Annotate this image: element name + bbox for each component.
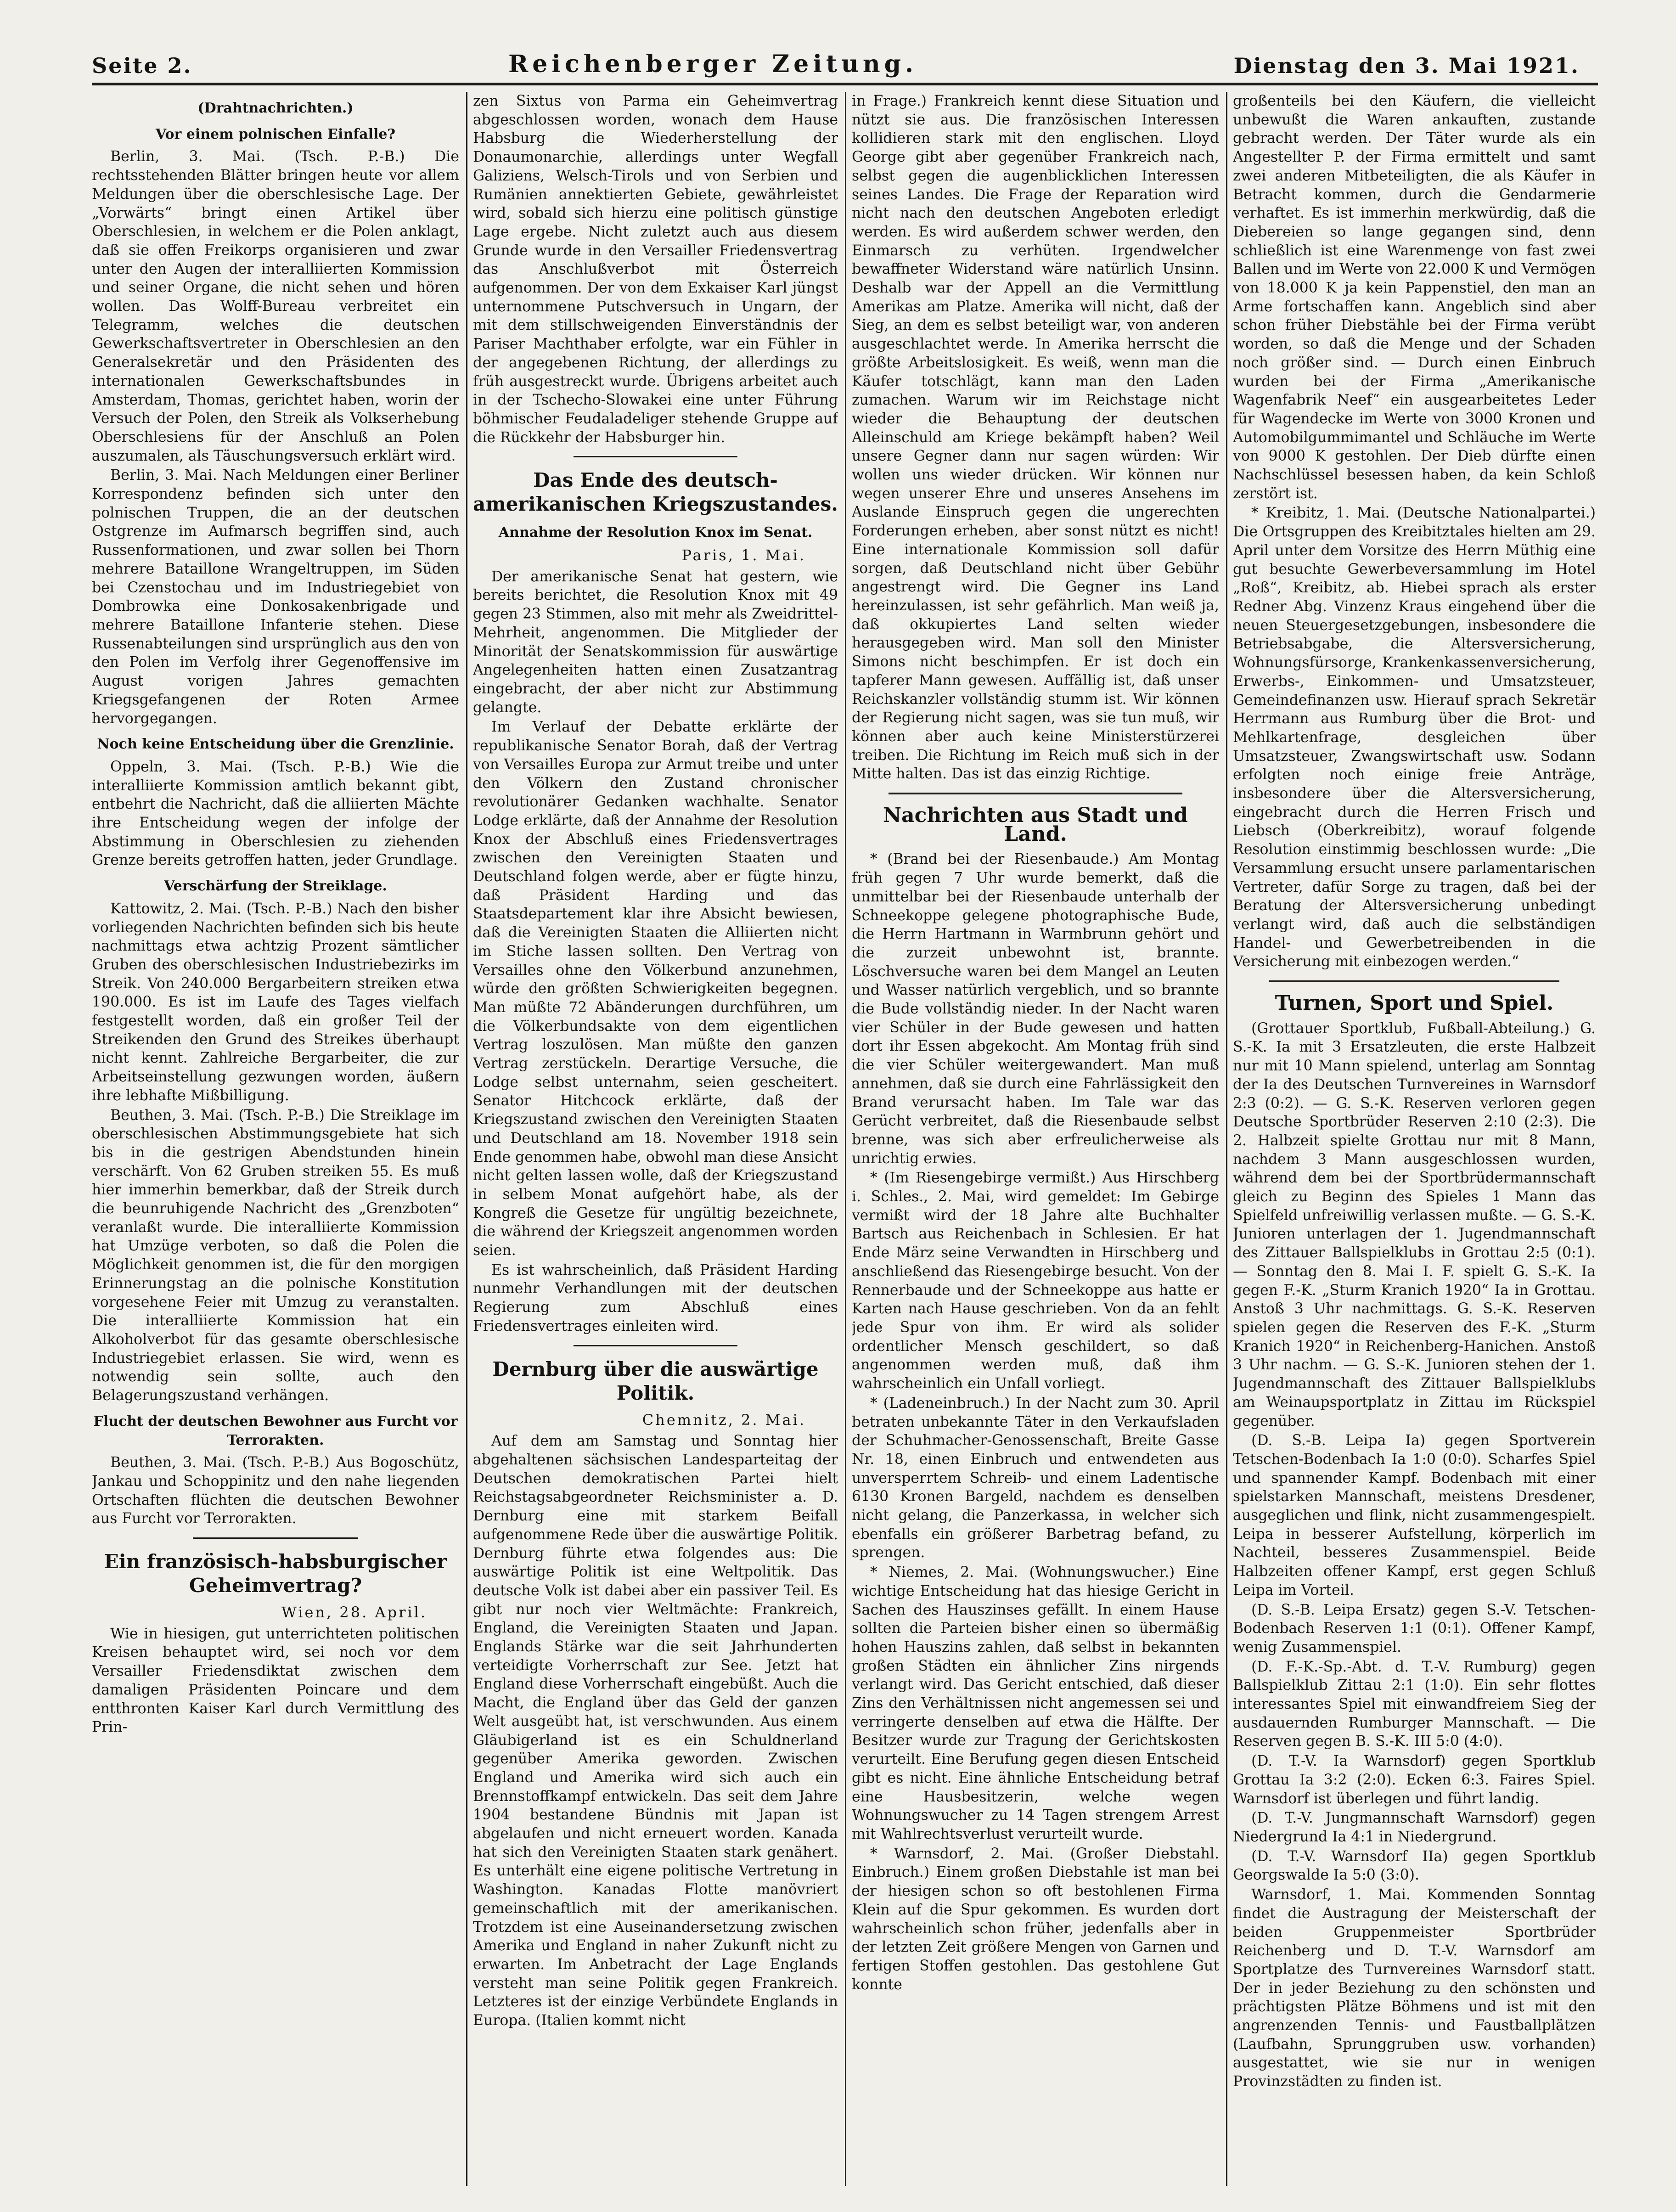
news-item: * Niemes, 2. Mai. (Wohnungswucher.) Eine wichtige Entscheidung hat das hiesige Gericht in Sachen des Hauszinses gefällt. In einem Hause sollten die Parteien bisher einen so übermäßig hohen Hauszins zahlen, daß selbst in bekannten großen Städten ein ähnlicher Zins nirgends verlangt wird. Das Gericht entschied, daß dieser Zins den Verhältnissen nicht angemessen sei und verringerte denselben auf etwa die Hälfte. Der Besitzer wurde zur Tragung der Gerichtskosten verurteilt. Eine Berufung gegen diesen Entscheid gibt es nicht. Eine ähnliche Entscheidung betraf eine Hausbesitzerin, welche wegen Wohnungswucher zu 14 Tagen strengem Arrest mit Wahlrechtsverlust verurteilt wurde. xyxy=(852,1564,1219,1842)
headline: Das Ende des deutsch-amerikanischen Kriegszustandes. xyxy=(473,469,838,516)
dateline: Wien, 28. April. xyxy=(281,1604,427,1621)
subheadline: Annahme der Resolution Knox im Senat. xyxy=(498,524,813,541)
column-2 xyxy=(473,92,838,2186)
column-divider xyxy=(845,92,846,2186)
article-separator xyxy=(574,456,738,457)
article-paragraph: Berlin, 3. Mai. Nach Meldungen einer Berliner Korrespondenz befinden sich unter den polnischen Truppen, die an der deutschen Ostgrenze im Aufmarsch begriffen sind, auch Russenformationen, und zwar sollen bei Thorn mehrere Bataillone Wrangeltruppen, im Süden bei Czenstochau und im Industriegebiet von Dombrowka eine Donkosakenbrigade und mehrere Bataillone Infanterie stehen. Diese Russenabteilungen sind ursprünglich aus den von den Polen im Verfolg ihrer Gegenoffensive im August vorigen Jahres gemachten Kriegsgefangenen der Roten Armee hervorgegangen. xyxy=(92,467,459,727)
article-paragraph: Berlin, 3. Mai. (Tsch. P.-B.) Die rechtsstehenden Blätter bringen heute vor allem Meldungen über die oberschlesische Lage. Der „Vorwärts“ bringt einen Artikel über Oberschlesien, in welchem er die Polen anklagt, daß sie offen Freikorps organisieren und zwar unter den Augen der interalliierten Kommission und seiner Organe, die nicht sehen und hören wollen. Das Wolff-Bureau verbreitet ein Telegramm, welches die deutschen Gewerkschaftsvertreter in Oberschlesien an den Generalsekretär und den Präsidenten des internationalen Gewerkschaftsbundes in Amsterdam, Thomas, gerichtet haben, worin der Versuch der Polen, den Streik als Volkserhebung Oberschlesiens für der Anschluß an Polen auszumalen, als Täuschungsversuch erklärt wird. xyxy=(92,148,459,464)
news-item: * Kreibitz, 1. Mai. (Deutsche Nationalpartei.) Die Ortsgruppen des Kreibitztales hielten am 29. April unter dem Vorsitze des Herrn Müthig eine gut besuchte Gewerbeversammlung im Hotel „Roß“, Kreibitz, ab. Hiebei sprach als erster Redner Abg. Vinzenz Kraus eingehend über die neuen Steuergesetzgebungen, insbesondere die Betriebsabgabe, die Altersversicherung, Wohnungsfürsorge, Krankenkassenversicherung, Erwerbs-, Einkommen- und Umsatzsteuer, Gemeindefinanzen usw. Hierauf sprach Sekretär Herrmann aus Rumburg über die Brot- und Mehlkartenfrage, desgleichen über Umsatzsteuer, Zwangswirtschaft usw. Sodann erfolgten noch einige freie Anträge, insbesondere über die Altersversicherung, eingebracht durch die Herren Frisch und Liebsch (Oberkreibitz), worauf folgende Resolution einstimmig beschlossen wurde: „Die Versammlung ersucht unsere parlamentarischen Vertreter, dafür Sorge zu tragen, daß bei der Beratung der Altersversicherung unbedingt verlangt wird, daß auch die selbständigen Handel- und Gewerbetreibenden in die Versicherung mit einbezogen werden.“ xyxy=(1233,505,1596,970)
section-kicker: (Drahtnachrichten.) xyxy=(197,100,354,116)
column-divider xyxy=(466,92,467,2186)
article-paragraph: in Frage.) Frankreich kennt diese Situation und nützt sie aus. Die französischen Interessen kollidieren stark mit den englischen. Lloyd George gibt aber gegenüber Frankreich nach, selbst gegen die augenblicklichen Interessen seines Landes. Die Frage der Reparation wird nicht nach den deutschen Angeboten erledigt werden. Es wird außerdem schwer werden, den Einmarsch zu verhüten. Irgendwelcher bewaffneter Widerstand wäre natürlich Unsinn. Deshalb war der Appell an die Vermittlung Amerikas am Platze. Amerika will nicht, daß der Sieg, an dem es selbst beteiligt war, von anderen ausgeschlachtet werde. In Amerika herrscht die größte Arbeitslosigkeit. Es weiß, wenn man die Käufer totschlägt, kann man den Laden zumachen. Warum wir im Reichstage nicht wieder die Behauptung der deutschen Alleinschuld am Kriege bekämpft haben? Weil unsere Gegner dann nur sagen würden: Wir wollen uns wieder drücken. Wir können nur wegen unserer Ehre und unseres Ansehens im Auslande Einspruch gegen die ungerechten Forderungen erheben, aber sonst nützt es nicht! Eine internationale Kommission soll dafür sorgen, daß Deutschland nicht über Gebühr angestrengt wird. Die Gegner ins Land hereinzulassen, ist sehr gefährlich. Man weiß ja, daß okkupiertes Land selten wieder herausgegeben wird. Man soll den Minister Simons nicht beschimpfen. Er ist doch ein tapferer Mann gewesen. Auffällig ist, daß unser Reichskanzler vollständig stumm ist. Wir können der Regierung nicht sagen, was sie tun muß, wir können aber auch keine Ministerstürzerei treiben. Die Richtung im Reich muß sich in der Mitte halten. Das ist das einzig Richtige. xyxy=(852,93,1219,782)
headline: Dernburg über die auswärtige Politik. xyxy=(492,1357,819,1404)
headline: Noch keine Entscheidung über die Grenzlinie. xyxy=(97,736,454,753)
news-item: großenteils bei den Käufern, die vielleicht unbewußt die Waren ankauften, zustande gebracht werden. Der Täter wurde als ein Angestellter P. der Firma ermittelt und samt zwei anderen Mitbeteiligten, die als Käufer in Betracht kommen, durch die Gendarmerie verhaftet. Es ist immerhin merkwürdig, daß die Diebereien so lange gegangen sind, denn schließlich ist eine Warenmenge von fast zwei Ballen und im Werte von 22.000 K und Vermögen von 18.000 K ja kein Pappenstiel, den man an Arme fortschaffen kann. Angeblich sind aber schon früher Diebstähle bei der Firma verübt worden, so daß die Menge und der Schaden noch größer sind. — Durch einen Einbruch wurden bei der Firma „Amerikanische Wagenfabrik Neef“ ein ausgearbeitetes Leder für Wagendecke im Werte von 3000 Kronen und Automobilgummimantel und Schläuche im Werte von 9000 K gestohlen. Der Dieb dürfte einen Nachschlüssel besessen haben, da kein Schloß zerstört ist. xyxy=(1233,93,1596,502)
sport-item: (D. T.-V. Ia Warnsdorf) gegen Sportklub Grottau Ia 3:2 (2:0). Ecken 6:3. Faires Spiel. Warnsdorf ist überlegen und führt landig. xyxy=(1233,1753,1596,1807)
newspaper-title: Reichenberger Zeitung. xyxy=(508,50,918,78)
sport-item: (D. F.-K.-Sp.-Abt. d. T.-V. Rumburg) gegen Ballspielklub Zittau 2:1 (1:0). Ein sehr flottes interessantes Spiel mit einwandfreiem Sieg der ausdauernden Rumburger Mannschaft. — Die Reserven gegen B. S.-K. III 5:0 (4:0). xyxy=(1233,1658,1596,1750)
section-heading: Nachrichten aus Stadt und Land. xyxy=(883,804,1188,846)
article-paragraph: Der amerikanische Senat hat gestern, wie bereits berichtet, die Resolution Knox mit 49 gegen 23 Stimmen, also mit mehr als Zweidrittel-Mehrheit, angenommen. Die Mitglieder der Minorität der Senatskommission für auswärtige Angelegenheiten hatten einen Zusatzantrag eingebracht, der aber nicht zur Abstimmung gelangte. xyxy=(473,568,838,716)
news-item: * (Ladeneinbruch.) In der Nacht zum 30. April betraten unbekannte Täter in den Verkaufsladen der Schuhmacher-Genossenschaft, Breite Gasse Nr. 18, einen Einbruch und entwendeten aus unversperrtem Schreib- und einem Ladentische 6130 Kronen Bargeld, nachdem es denselben nicht gelang, die Panzerkassa, in welcher sich ebenfalls ein größerer Barbetrag befand, zu sprengen. xyxy=(852,1395,1219,1561)
article-paragraph: Beuthen, 3. Mai. (Tsch. P.-B.) Die Streiklage im oberschlesischen Abstimmungsgebiete hat sich bis in die gestrigen Abendstunden hinein verschärft. Von 62 Gruben streiken 55. Es muß hier immerhin bemerkbar, daß der Streik durch die beunruhigende Nachricht des „Grenzboten“ veranlaßt wurde. Die interalliierte Kommission hat Umzüge verboten, so daß die Polen die Möglichkeit genommen ist, die für den morgigen Erinnerungstag an die polnische Konstitution vorgesehene Feier mit Umzug zu veranstalten. Die interalliierte Kommission hat ein Alkoholverbot für das gesamte oberschlesische Industriegebiet erlassen. Sie wird, wenn es notwendig sein sollte, auch den Belagerungszustand verhängen. xyxy=(92,1107,459,1404)
column-divider xyxy=(1226,92,1227,2186)
page-number: Seite 2. xyxy=(92,53,192,78)
headline: Ein französisch-habsburgischer Geheimvertrag? xyxy=(104,1550,447,1597)
section-separator xyxy=(1269,980,1559,982)
sport-item: Warnsdorf, 1. Mai. Kommenden Sonntag findet die Austragung der Meisterschaft der beiden Gruppenmeister Sportbrüder Reichenberg und D. T.-V. Warnsdorf am Sportplatze des Turnvereines Warnsdorf statt. Der in jeder Beziehung zu den schönsten und prächtigsten Plätze Böhmens und ist mit den angrenzenden Tennis- und Faustballplätzen (Laufbahn, Sprunggruben usw. vorhanden) ausgestattet, wie sie nur in wenigen Provinzstädten zu finden ist. xyxy=(1233,1886,1596,2090)
article-paragraph: Wie in hiesigen, gut unterrichteten politischen Kreisen behauptet wird, sei noch vor dem Versailler Friedensdiktat zwischen dem damaligen Präsidenten Poincare und dem entthronten Kaiser Karl durch Vermittlung des Prin- xyxy=(92,1625,459,1736)
sport-item: (Grottauer Sportklub, Fußball-Abteilung.) G. S.-K. Ia mit 3 Ersatzleuten, die erste Halbzeit nur mit 10 Mann spielend, unterlag am Sonntag der Ia des Deutschen Turnvereines in Warnsdorf 2:3 (0:2). — G. S.-K. Reserven verloren gegen Deutsche Sportbrüder Reserven 2:10 (2:3). Die 2. Halbzeit spielte Grottau nur mit 8 Mann, nachdem 3 Mann ausgeschlossen wurden, während dem bei der Sportbrüdermannschaft gleich zu Beginn des Spieles 1 Mann das Spielfeld unfreiwillig verlassen mußte. — G. S.-K. Junioren unterlagen der 1. Jugendmannschaft des Zittauer Ballspielklubs in Grottau 2:5 (0:1). — Sonntag den 8. Mai I. F. spielt G. S.-K. Ia gegen F.-K. „Sturm Kranich 1920“ Ia in Grottau. Anstoß 3 Uhr nachmittags. G. S.-K. Reserven spielen gegen die Reserven des F.-K. „Sturm Kranich 1920“ in Reichenberg-Hanichen. Anstoß 3 Uhr nachm. — G. S.-K. Junioren stehen der 1. Jugendmannschaft des Zittauer Ballspielklubs am Weinaupsportplatz in Zittau im Rückspiel gegenüber. xyxy=(1233,1020,1596,1430)
news-item: * (Im Riesengebirge vermißt.) Aus Hirschberg i. Schles., 2. Mai, wird gemeldet: Im Gebirge vermißt wird der 18 Jahre alte Buchhalter Bartsch aus Reichenbach in Schlesien. Er hat Ende März seine Verwandten in Hirschberg und anschließend das Riesengebirge besucht. Von der Rennerbaude und der Schneekoppe aus hatte er Karten nach Hause geschrieben. Von da an fehlt jede Spur von ihm. Er wird als solider ordentlicher Mensch geschildert, so daß angenommen werden muß, daß ihm wahrscheinlich ein Unfall vorliegt. xyxy=(852,1170,1219,1392)
masthead xyxy=(92,46,1580,78)
article-paragraph: zen Sixtus von Parma ein Geheimvertrag abgeschlossen worden, wonach dem Hause Habsburg die Wiederherstellung der Donaumonarchie, allerdings unter Wegfall Galiziens, Welsch-Tirols und von Serbien und Rumänien annektierten Gebiete, gewährleistet wird, sobald sich hierzu eine politisch günstige Lage ergebe. Nicht zuletzt auch aus diesem Grunde wurde in den Versailler Friedensvertrag das Anschlußverbot mit Österreich aufgenommen. Der von dem Exkaiser Karl jüngst unternommene Putschversuch in Ungarn, der mit dem stillschweigenden Einverständnis der Pariser Machthaber erfolgte, war ein Fühler in der angegebenen Richtung, der allerdings zu früh ausgestreckt wurde. Übrigens arbeitet auch in der Tschecho-Slowakei eine unter Führung böhmischer Feudaladeliger stehende Gruppe auf die Rückkehr der Habsburger hin. xyxy=(473,93,838,446)
sport-item: (D. S.-B. Leipa Ersatz) gegen S.-V. Tetschen-Bodenbach Reserven 1:1 (0:1). Offener Kampf, wenig Zusammenspiel. xyxy=(1233,1601,1596,1655)
section-heading: Turnen, Sport und Spiel. xyxy=(1275,991,1554,1015)
headline: Vor einem polnischen Einfalle? xyxy=(155,126,396,142)
masthead-rule xyxy=(92,83,1598,85)
column-1 xyxy=(92,92,459,2186)
article-paragraph: Es ist wahrscheinlich, daß Präsident Harding nunmehr Verhandlungen mit der deutschen Regierung zum Abschluß eines Friedensvertrages einleiten wird. xyxy=(473,1261,838,1334)
column-4 xyxy=(1233,92,1596,2186)
sport-item: (D. T.-V. Jungmannschaft Warnsdorf) gegen Niedergrund Ia 4:1 in Niedergrund. xyxy=(1233,1810,1596,1845)
article-paragraph: Auf dem am Samstag und Sonntag hier abgehaltenen sächsischen Landesparteitag der Deutschen demokratischen Partei hielt Reichstagsabgeordneter Reichsminister a. D. Dernburg eine mit starkem Beifall aufgenommene Rede über die auswärtige Politik. Dernburg führte etwa folgendes aus: Die auswärtige Politik ist eine Weltpolitik. Das deutsche Volk ist dabei aber ein passiver Teil. Es gibt nur noch vier Weltmächte: Frankreich, England, die Vereinigten Staaten und Japan. Englands Stärke war die seit Jahrhunderten verteidigte Vorherrschaft zur See. Jetzt hat England diese Vorherrschaft eingebüßt. Auch die Macht, die England über das Geld der ganzen Welt ausgeübt hat, ist verschwunden. Aus einem Gläubigerland ist es ein Schuldnerland gegenüber Amerika geworden. Zwischen England und Amerika wird sich auch ein Brennstoffkampf entwickeln. Das seit dem Jahre 1904 bestandene Bündnis mit Japan ist abgelaufen und nicht erneuert worden. Kanada hat sich den Vereinigten Staaten stark genähert. Es unterhält eine eigene politische Vertretung in Washington. Kanadas Flotte manövriert gemeinschaftlich mit der amerikanischen. Trotzdem ist eine Auseinandersetzung zwischen Amerika und England in naher Zukunft nicht zu erwarten. Im Anbetracht der Lage Englands versteht man seine Politik gegen Frankreich. Letzteres ist der einzige Verbündete Englands in Europa. (Italien kommt nicht xyxy=(473,1433,838,2029)
dateline: Chemnitz, 2. Mai. xyxy=(642,1411,806,1429)
dateline: Paris, 1. Mai. xyxy=(681,546,806,564)
sport-item: (D. T.-V. Warnsdorf IIa) gegen Sportklub Georgswalde Ia 5:0 (3:0). xyxy=(1233,1848,1596,1884)
article-paragraph: Im Verlauf der Debatte erklärte der republikanische Senator Borah, daß der Vertrag von Versailles Europa zur Armut treibe und unter den Völkern den Zustand chronischer revolutionärer Gedanken wachhalte. Senator Lodge erklärte, daß der Annahme der Resolution Knox der Abschluß eines Friedensvertrages zwischen den Vereinigten Staaten und Deutschland folgen werde, aber er fügte hinzu, daß Präsident Harding und das Staatsdepartement klar ihre Absicht bewiesen, daß die Vereinigten Staaten die Alliierten nicht im Stiche lassen sollten. Den Vertrag von Versailles ohne den Völkerbund anzunehmen, würde den größten Schwierigkeiten begegnen. Man müßte 72 Abänderungen durchführen, um die Völkerbundsakte von dem eigentlichen Vertrag loszulösen. Man müßte den ganzen Vertrag zerstückeln. Derartige Versuche, die Lodge selbst unternahm, seien gescheitert. Senator Hitchcock erklärte, daß der Kriegszustand zwischen den Vereinigten Staaten und Deutschland am 18. November 1918 sein Ende genommen habe, obwohl man diese Ansicht nicht gelten lassen wolle, daß der Kriegszustand in selbem Monat aufgehört habe, als der Kongreß die Gesetze für ungültig bezeichnete, die während der Kriegszeit angenommen worden seien. xyxy=(473,719,838,1259)
article-separator xyxy=(193,1537,358,1539)
news-item: * Warnsdorf, 2. Mai. (Großer Diebstahl. Einbruch.) Einem großen Diebstahle ist man bei der hiesigen schon so oft bestohlenen Firma Klein auf die Spur gekommen. Es wurden dort wahrscheinlich schon früher, jedenfalls aber in der letzten Zeit größere Mengen von Garnen und fertigen Stoffen gestohlen. Das gestohlene Gut konnte xyxy=(852,1845,1219,1993)
issue-date: Dienstag den 3. Mai 1921. xyxy=(1233,53,1580,78)
column-3 xyxy=(852,92,1219,2186)
headline: Flucht der deutschen Bewohner aus Furcht vor Terrorakten. xyxy=(93,1413,458,1448)
news-item: * (Brand bei der Riesenbaude.) Am Montag früh gegen 7 Uhr wurde bemerkt, daß die unmittelbar bei der Riesenbaude unterhalb der Schneekoppe gelegene photographische Bude, die Herrn Hartmann in Warmbrunn gehört und die zurzeit unbewohnt ist, brannte. Löschversuche waren bei dem Mangel an Leuten und Wasser natürlich vergeblich, und so brannte die Bude vollständig nieder. In der Nacht waren vier Schüler in der Bude gewesen und hatten dort ihr Essen abgekocht. Am Montag früh sind die vier Schüler weitergewandert. Man muß annehmen, daß sie durch eine Fahrlässigkeit den Brand verursacht haben. Im Tale war das Gerücht verbreitet, daß die Riesenbaude selbst brenne, was sich aber erfreulicherweise als unrichtig erwies. xyxy=(852,851,1219,1167)
article-paragraph: Oppeln, 3. Mai. (Tsch. P.-B.) Wie die interalliierte Kommission amtlich bekannt gibt, entbehrt die Nachricht, daß die alliierten Mächte ihre Entscheidung wegen der infolge der Abstimmung in Oberschlesien zu ziehenden Grenze bereits getroffen hatten, jeder Grundlage. xyxy=(92,758,459,869)
article-paragraph: Beuthen, 3. Mai. (Tsch. P.-B.) Aus Bogoschütz, Jankau und Schoppinitz und den nahe liegenden Ortschaften flüchten die deutschen Bewohner aus Furcht vor Terrorakten. xyxy=(92,1454,459,1527)
sport-item: (D. S.-B. Leipa Ia) gegen Sportverein Tetschen-Bodenbach Ia 1:0 (0:0). Scharfes Spiel und spannender Kampf. Bodenbach mit einer spielstarken Mannschaft, meistens Dresdener, ausgeglichen und flink, nicht zusammengespielt. Leipa in besserer Aufstellung, körperlich im Nachteil, besseres Zusammenspiel. Beide Halbzeiten offener Kampf, erst gegen Schluß Leipa im Vorteil. xyxy=(1233,1432,1596,1598)
section-separator xyxy=(889,793,1182,794)
article-paragraph: Kattowitz, 2. Mai. (Tsch. P.-B.) Nach den bisher vorliegenden Nachrichten befinden sich bis heute nachmittags etwa achtzig Prozent sämtlicher Gruben des oberschlesischen Industriebezirks im Streik. Von 240.000 Bergarbeitern streiken etwa 190.000. Es ist im Laufe des Tages vielfach festgestellt worden, daß ein großer Teil der Streikenden den Grund des Streikes überhaupt nicht kennt. Zahlreiche Bergarbeiter, die zur Arbeitseinstellung gezwungen worden, äußern ihre lebhafte Mißbilligung. xyxy=(92,900,459,1104)
headline: Verschärfung der Streiklage. xyxy=(164,878,387,895)
article-separator xyxy=(574,1345,738,1346)
